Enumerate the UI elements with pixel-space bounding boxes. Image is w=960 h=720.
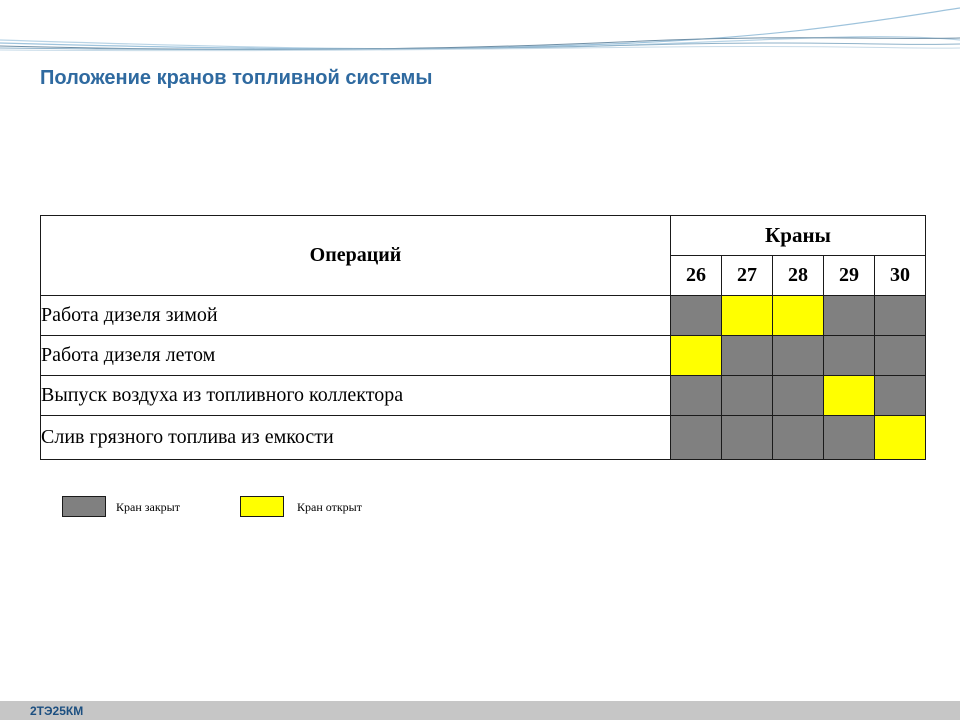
valve-state-cell [773,336,824,376]
valve-number-header: 29 [824,256,875,296]
legend-open-label: Кран открыт [297,500,362,514]
legend-closed-swatch [62,496,106,517]
valve-state-cell [773,416,824,460]
valve-state-cell [773,296,824,336]
valve-positions-table [40,215,926,460]
valve-state-cell [671,376,722,416]
valve-state-cell [671,416,722,460]
valve-state-cell [671,296,722,336]
valve-state-cell [824,416,875,460]
operation-cell: Слив грязного топлива из емкости [41,416,671,460]
operations-header: Операций [41,216,671,296]
valve-state-cell [773,376,824,416]
valve-number-header: 30 [875,256,926,296]
table-row [41,376,926,416]
valve-state-cell [875,416,926,460]
footer-label: 2ТЭ25КМ [30,704,84,718]
valve-number-header: 28 [773,256,824,296]
valve-number-header: 26 [671,256,722,296]
valve-state-cell [671,336,722,376]
table-row [41,296,926,336]
operation-cell: Выпуск воздуха из топливного коллектора [41,376,671,416]
valve-state-cell [824,376,875,416]
valve-state-cell [875,376,926,416]
valve-state-cell [722,296,773,336]
valve-state-cell [722,336,773,376]
valve-state-cell [722,416,773,460]
valve-number-header: 27 [722,256,773,296]
footer-bar [0,701,960,720]
legend-open-swatch [240,496,284,517]
valve-state-cell [824,296,875,336]
table-row [41,336,926,376]
valves-header: Краны [671,216,926,256]
valve-state-cell [824,336,875,376]
valve-state-cell [875,336,926,376]
valve-state-cell [722,376,773,416]
valve-state-cell [875,296,926,336]
header-swoosh-decoration [0,0,960,60]
page-title: Положение кранов топливной системы [40,67,433,89]
table-row [41,416,926,460]
legend-closed-label: Кран закрыт [116,500,180,514]
operation-cell: Работа дизеля зимой [41,296,671,336]
operation-cell: Работа дизеля летом [41,336,671,376]
